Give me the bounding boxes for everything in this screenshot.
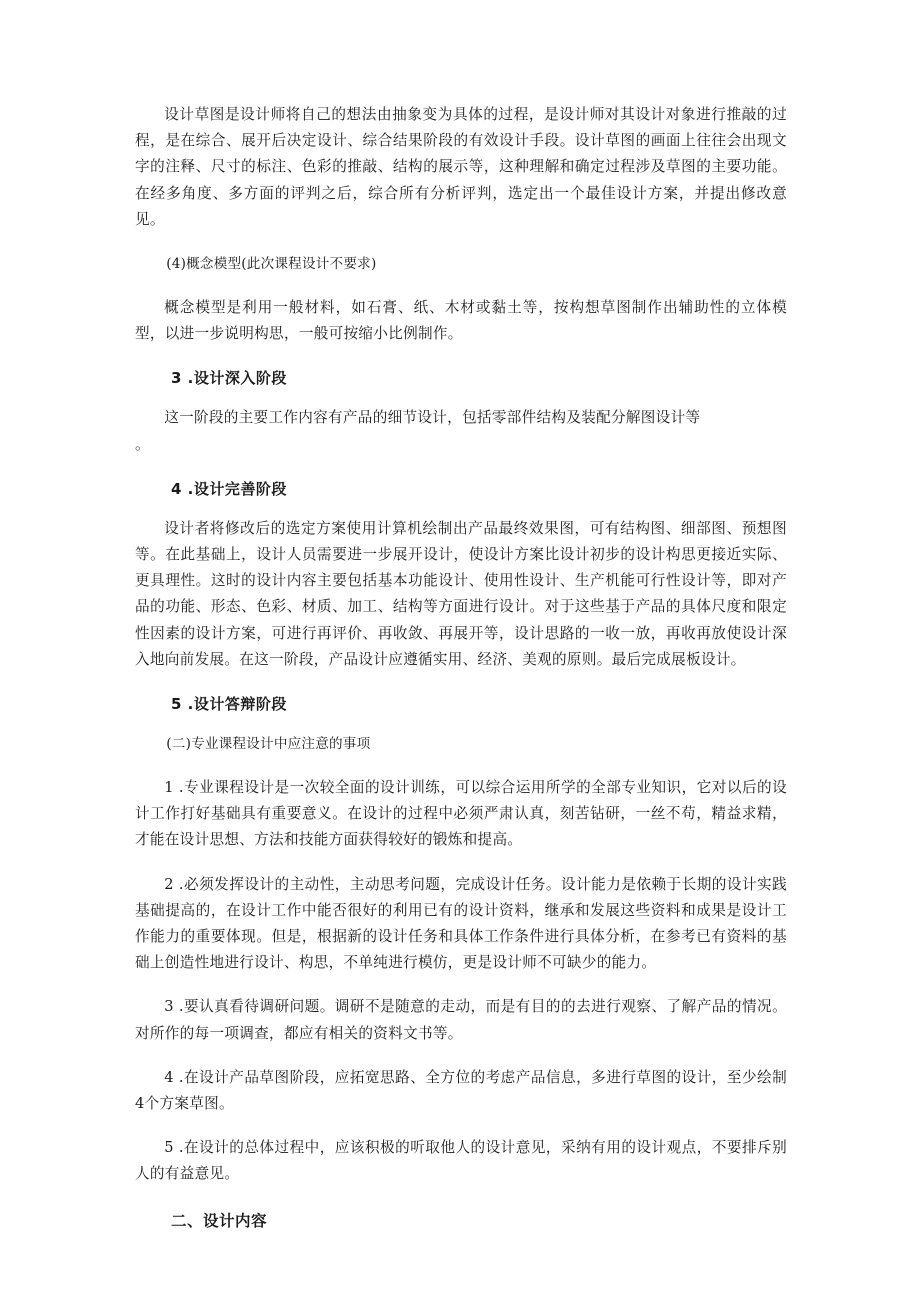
paragraph-concept-model: 概念模型是利用一般材料，如石膏、纸、木材或黏土等，按构想草图制作出辅助性的立体模型，以进一步说明构思，一般可按缩小比例制作。 [135,299,787,343]
numbered-item-3: 3 .要认真看待调研问题。调研不是随意的走动，而是有目的的去进行观察、了解产品的情况。对所作的每一项调查，都应有相关的资料文书等。 [135,998,787,1042]
subheading-notes: (二)专业课程设计中应注意的事项 [166,736,371,753]
section-heading-design-defense: 5 .设计答辩阶段 [171,695,287,714]
numbered-item-2: 2 .必须发挥设计的主动性，主动思考问题，完成设计任务。设计能力是依赖于长期的设计实践基础提高的，在设计工作中能否很好的利用已有的设计资料，继承和发展这些资料和成果是设计工作能力的重要体现。但是，根据新的设计任务和具体工作条件进行具体分析，在参考已有资料的基础上创造性地进行设计、构思，不单纯进行模仿，更是设计师不可缺少的能力。 [135,875,787,972]
numbered-item-4: 4 .在设计产品草图阶段，应拓宽思路、全方位的考虑产品信息，多进行草图的设计，至少绘制4个方案草图。 [135,1068,787,1113]
numbered-item-1: 1 .专业课程设计是一次较全面的设计训练，可以综合运用所学的全部专业知识，它对以后的设计工作打好基础具有重要意义。在设计的过程中必须严肃认真，刻苦钻研，一丝不苟，精益求精，才能在设计思想、方法和技能方面获得较好的锻炼和提高。 [135,779,787,849]
section-heading-design-refinement: 4 .设计完善阶段 [171,479,287,498]
section-heading-design-deepening: 3 .设计深入阶段 [171,369,287,388]
document-body [135,102,787,1234]
numbered-item-5: 5 .在设计的总体过程中，应该积极的听取他人的设计意见，采纳有用的设计观点，不要排斥别人的有益意见。 [135,1139,787,1183]
paragraph-design-refinement: 设计者将修改后的选定方案使用计算机绘制出产品最终效果图，可有结构图、细部图、预想图等。在此基础上，设计人员需要进一步展开设计，使设计方案比设计初步的设计构思更接近实际、更具理性。这时的设计内容主要包括基本功能设计、使用性设计、生产机能可行性设计等，即对产品的功能、形态、色彩、材质、加工、结构等方面进行设计。对于这些基于产品的具体尺度和限定性因素的设计方案，可进行再评价、再收敛、再展开等，设计思路的一收一放，再收再放使设计深入地向前发展。在这一阶段，产品设计应遵循实用、经济、美观的原则。最后完成展板设计。 [135,519,787,668]
subheading-concept-model: (4)概念模型(此次课程设计不要求) [166,256,377,273]
paragraph-sketch-description: 设计草图是设计师将自己的想法由抽象变为具体的过程，是设计师对其设计对象进行推敲的过程，是在综合、展开后决定设计、综合结果阶段的有效设计手段。设计草图的画面上往往会出现文字的注释、尺寸的标注、色彩的推敲、结构的展示等，这种理解和确定过程涉及草图的主要功能。在经多角度、多方面的评判之后，综合所有分析评判，选定出一个最佳设计方案，并提出修改意见。 [135,106,787,228]
chapter-heading-design-content: 二、设计内容 [171,1211,268,1230]
paragraph-design-deepening: 这一阶段的主要工作内容有产品的细节设计，包括零部件结构及装配分解图设计等 。 [135,409,701,453]
